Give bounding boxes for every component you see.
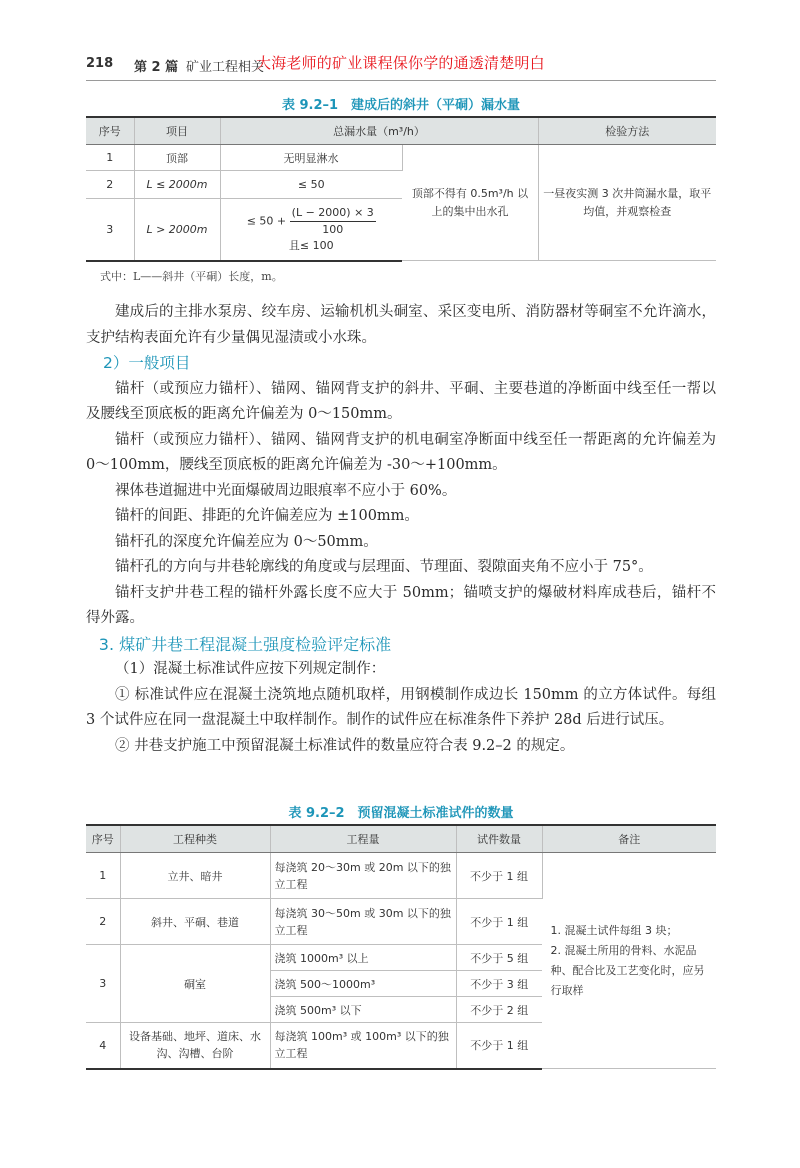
table1-header-item: 项目 — [134, 117, 220, 145]
table2-cell-count: 不少于 3 组 — [456, 971, 542, 997]
table-row — [86, 145, 716, 171]
remark-item: 1. 混凝土试件每组 3 块； — [550, 923, 678, 937]
paragraph: ① 标准试件应在混凝土浇筑地点随机取样，用钢模制作成边长 150mm 的立方体试件。每组 3 个试件应在同一盘混凝土中取样制作。制作的试件应在标准条件下养护 28d 后进行试压。 — [86, 686, 716, 728]
paragraph: 建成后的主排水泵房、绞车房、运输机机头硐室、采区变电所、消防器材等硐室不允许滴水，支护结构表面允许有少量偶见湿渍或小水珠。 — [86, 304, 716, 346]
table1-cell-value: 无明显淋水 — [220, 145, 402, 171]
table1-cell-item: 顶部 — [134, 145, 220, 171]
paragraph: 锚杆孔的方向与井巷轮廓线的角度或与层理面、节理面、裂隙面夹角不应小于 75°。 — [115, 559, 653, 575]
paragraph: 锚杆支护井巷工程的锚杆外露长度不应大于 50mm；锚喷支护的爆破材料库成巷后，锚杆不得外露。 — [86, 584, 716, 626]
paragraph: 裸体巷道掘进中光面爆破周边眼痕率不应小于 60%。 — [115, 482, 457, 499]
table2-header-count: 试件数量 — [456, 825, 542, 853]
page-number: 218 — [86, 56, 114, 71]
table2-cell-type: 硐室 — [120, 945, 270, 1023]
table2-cell-type: 斜井、平硐、巷道 — [120, 899, 270, 945]
table2-header-remarks: 备注 — [542, 825, 716, 853]
formula-prefix: ≤ 50 + — [246, 214, 287, 228]
remark-item: 2. 混凝土所用的骨料、水泥品种、配合比及工艺变化时，应另行取样 — [550, 943, 705, 997]
paragraph: ② 井巷支护施工中预留混凝土标准试件的数量应符合表 9.2–2 的规定。 — [115, 737, 575, 754]
table2-cell-amount: 每浇筑 30～50m 或 30m 以下的独立工程 — [270, 899, 456, 945]
table1-header-method: 检验方法 — [538, 117, 716, 145]
paragraph: 锚杆（或预应力锚杆）、锚网、锚网背支护的机电硐室净断面中线至任一帮距离的允许偏差为 0～100mm，腰线至顶底板的距离允许偏差为 -30～+100mm。 — [86, 431, 716, 473]
table1-cell-value — [220, 199, 402, 261]
table2-cell-no: 4 — [86, 1023, 120, 1069]
table2-cell-amount: 浇筑 1000m³ 以上 — [270, 945, 456, 971]
header-divider — [86, 80, 716, 81]
table2-cell-type: 设备基础、地坪、道床、水沟、沟槽、台阶 — [120, 1023, 270, 1069]
paragraph: 锚杆（或预应力锚杆）、锚网、锚网背支护的斜井、平硐、主要巷道的净断面中线至任一帮以及腰线至顶底板的距离允许偏差为 0～150mm。 — [86, 380, 716, 422]
table1-header-leakage: 总漏水量（m³/h） — [220, 117, 538, 145]
table2-cell-count: 不少于 1 组 — [456, 899, 542, 945]
table1-cell-no: 3 — [86, 199, 134, 261]
table2-header-no: 序号 — [86, 825, 120, 853]
table1-cell-item: L > 2000m — [134, 199, 220, 261]
table2-cell-amount: 浇筑 500m³ 以下 — [270, 997, 456, 1023]
table2-cell-amount: 浇筑 500～1000m³ — [270, 971, 456, 997]
table2-header-type: 工程种类 — [120, 825, 270, 853]
table1-cell-no: 1 — [86, 145, 134, 171]
table2-cell-type: 立井、暗井 — [120, 853, 270, 899]
table1-header-no: 序号 — [86, 117, 134, 145]
formula-suffix: 且≤ 100 — [288, 238, 334, 252]
table2-cell-amount: 每浇筑 100m³ 或 100m³ 以下的独立工程 — [270, 1023, 456, 1069]
table2-remarks — [542, 853, 716, 1069]
formula-denominator: 100 — [322, 222, 344, 236]
table1-caption: 表 9.2–1 建成后的斜井（平硐）漏水量 — [281, 98, 521, 113]
paragraph: 锚杆的间距、排距的允许偏差应为 ±100mm。 — [115, 508, 419, 524]
table1-cell-value: ≤ 50 — [220, 171, 402, 199]
table-row — [86, 853, 716, 899]
page-header — [86, 52, 716, 78]
table1-method: 一昼夜实测 3 次井筒漏水量，取平均值，并观察检查 — [538, 145, 716, 261]
table1-cell-no: 2 — [86, 171, 134, 199]
table1-note: 式中：L——斜井（平硐）长度，m。 — [100, 270, 283, 283]
paragraph: （1）混凝土标准试件应按下列规定制作： — [115, 661, 386, 677]
watermark-text: 大海老师的矿业课程保你学的通透清楚明白 — [256, 54, 545, 72]
table2-cell-count: 不少于 2 组 — [456, 997, 542, 1023]
body-text — [86, 300, 716, 759]
table2-cell-no: 2 — [86, 899, 120, 945]
table2-cell-count: 不少于 1 组 — [456, 1023, 542, 1069]
table2 — [86, 824, 716, 1070]
table2-cell-no: 3 — [86, 945, 120, 1023]
section-heading: 2）一般项目 — [103, 354, 191, 372]
header-subtitle: 矿业工程相关 — [186, 60, 265, 75]
formula-fraction — [290, 205, 376, 238]
paragraph: 锚杆孔的深度允许偏差应为 0～50mm。 — [115, 533, 378, 550]
table1 — [86, 116, 716, 262]
table2-header-amount: 工程量 — [270, 825, 456, 853]
formula-numerator: (L − 2000) × 3 — [290, 205, 376, 222]
table1-merged-value: 顶部不得有 0.5m³/h 以上的集中出水孔 — [402, 145, 538, 261]
table2-cell-count: 不少于 5 组 — [456, 945, 542, 971]
table1-cell-item: L ≤ 2000m — [134, 171, 220, 199]
table2-cell-no: 1 — [86, 853, 120, 899]
table2-caption: 表 9.2–2 预留混凝土标准试件的数量 — [288, 806, 514, 821]
table2-cell-count: 不少于 1 组 — [456, 853, 542, 899]
table2-cell-amount: 每浇筑 20～30m 或 20m 以下的独立工程 — [270, 853, 456, 899]
part-label: 第 2 篇 — [134, 60, 179, 75]
section-heading: 3. 煤矿井巷工程混凝土强度检验评定标准 — [98, 634, 392, 654]
